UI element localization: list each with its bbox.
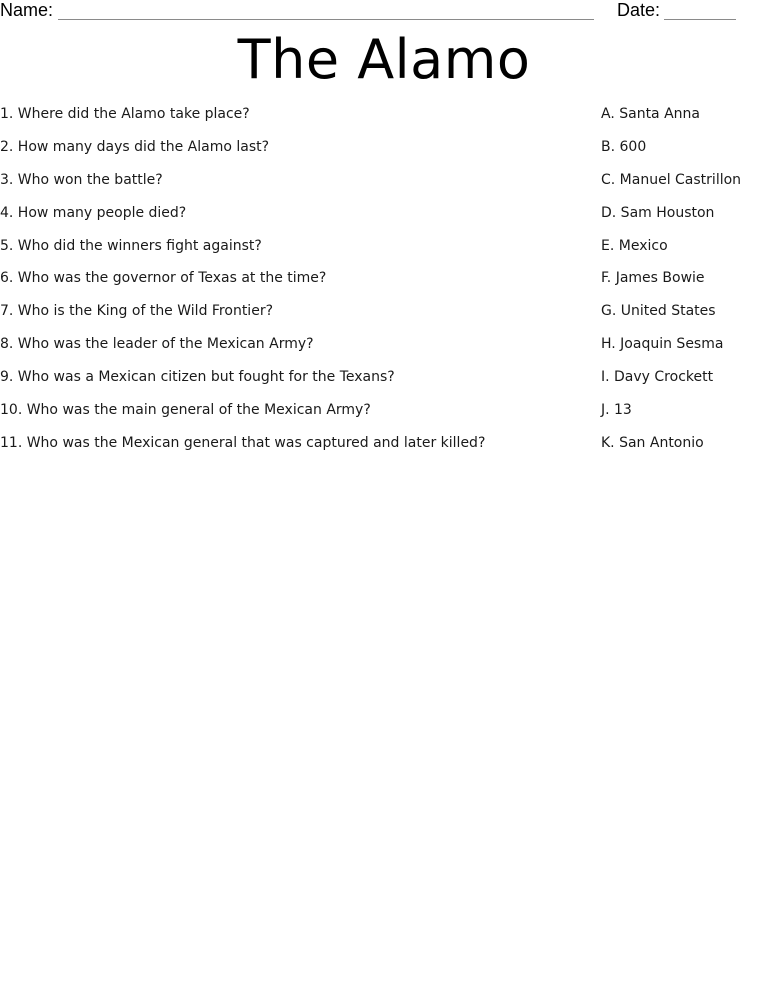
matching-row [0, 104, 768, 137]
question-item: 8. Who was the leader of the Mexican Army? [0, 336, 314, 353]
answer-item: B. 600 [601, 138, 647, 155]
date-field-group [617, 0, 736, 20]
matching-row [0, 301, 768, 334]
answer-item: C. Manuel Castrillon [601, 171, 742, 188]
answer-item: K. San Antonio [601, 434, 704, 451]
name-field-group [0, 0, 594, 20]
name-label: Name: [0, 0, 54, 20]
matching-row [0, 367, 768, 400]
matching-row [0, 236, 768, 269]
question-item: 11. Who was the Mexican general that was captured and later killed? [0, 434, 486, 451]
answer-item: A. Santa Anna [601, 106, 700, 122]
answer-item: H. Joaquin Sesma [601, 336, 724, 353]
matching-row [0, 268, 768, 301]
matching-row [0, 334, 768, 367]
question-item: 9. Who was a Mexican citizen but fought for the Texans? [0, 369, 395, 386]
question-item: 1. Where did the Alamo take place? [0, 106, 250, 122]
name-blank-line[interactable] [58, 3, 594, 20]
matching-row [0, 170, 768, 203]
question-item: 5. Who did the winners fight against? [0, 237, 262, 254]
matching-list [0, 104, 768, 466]
matching-row [0, 137, 768, 170]
answer-item: G. United States [601, 303, 716, 320]
date-blank-line[interactable] [664, 3, 736, 20]
matching-row [0, 400, 768, 433]
answer-item: D. Sam Houston [601, 204, 715, 221]
worksheet-header [0, 0, 768, 26]
question-item: 2. How many days did the Alamo last? [0, 138, 270, 155]
question-item: 3. Who won the battle? [0, 171, 163, 188]
answer-item: I. Davy Crockett [601, 369, 714, 386]
matching-row [0, 433, 768, 466]
page-title: The Alamo [237, 28, 531, 91]
answer-item: E. Mexico [601, 237, 668, 254]
answer-item: F. James Bowie [601, 270, 705, 287]
matching-row [0, 203, 768, 236]
question-item: 7. Who is the King of the Wild Frontier? [0, 303, 273, 320]
question-item: 4. How many people died? [0, 204, 187, 221]
question-item: 6. Who was the governor of Texas at the time? [0, 270, 327, 287]
question-item: 10. Who was the main general of the Mexican Army? [0, 402, 371, 419]
answer-item: J. 13 [601, 402, 632, 419]
date-label: Date: [617, 0, 661, 20]
